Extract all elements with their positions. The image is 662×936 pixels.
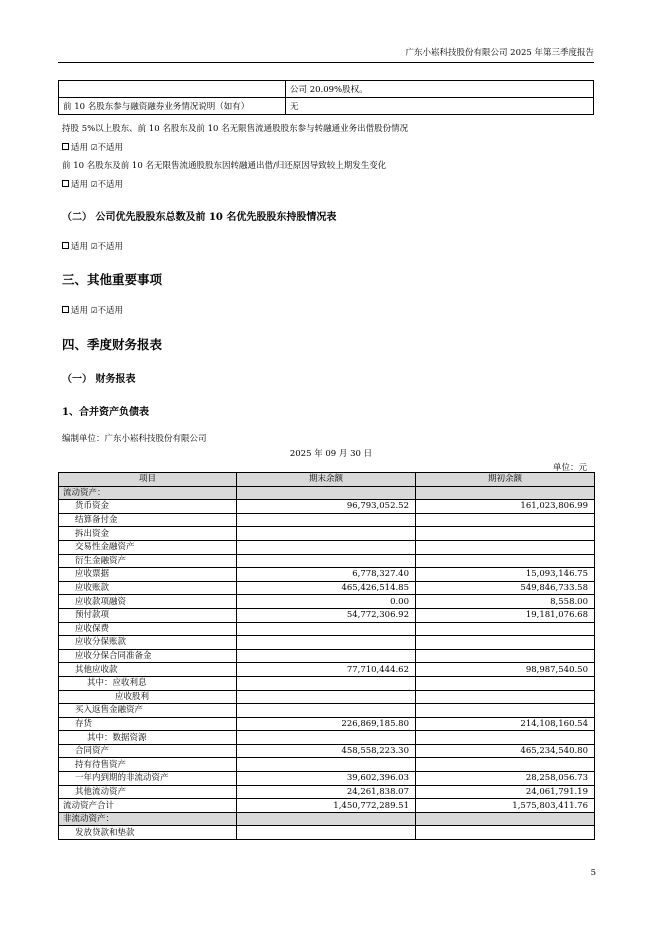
choice-not-applicable-label: 不适用 — [97, 180, 123, 190]
table-row — [59, 568, 595, 582]
row-item: 非流动资产： — [59, 812, 237, 826]
row-begin-balance — [416, 676, 595, 690]
row-begin-balance: 1,575,803,411.76 — [416, 799, 595, 813]
row-item: 买入返售金融资产 — [59, 704, 237, 718]
table-row — [59, 772, 595, 786]
choice-line-2 — [62, 178, 123, 190]
row-end-balance — [237, 527, 416, 541]
row-end-balance: 77,710,444.62 — [237, 663, 416, 677]
row-begin-balance — [416, 540, 595, 554]
row-item: 应收款项融资 — [59, 595, 237, 609]
checkbox-checked-icon: ☑ — [90, 242, 98, 251]
row-end-balance: 226,869,185.80 — [237, 717, 416, 731]
row-end-balance — [237, 513, 416, 527]
table-row — [59, 636, 595, 650]
balance-sheet-table — [58, 472, 595, 840]
choice-applicable-label: 适用 — [71, 180, 89, 190]
row-item: 应收分保账款 — [59, 636, 237, 650]
table-row — [59, 500, 595, 514]
top-table-label — [59, 81, 286, 98]
row-begin-balance — [416, 826, 595, 840]
column-header-begin-balance: 期初余额 — [416, 473, 595, 487]
checkbox-empty-icon — [62, 306, 69, 313]
column-header-end-balance: 期末余额 — [237, 473, 416, 487]
table-row — [59, 554, 595, 568]
row-item: 结算备付金 — [59, 513, 237, 527]
row-begin-balance — [416, 486, 595, 500]
row-item: 应收分保合同准备金 — [59, 649, 237, 663]
row-begin-balance — [416, 622, 595, 636]
row-begin-balance: 465,234,540.80 — [416, 744, 595, 758]
row-begin-balance — [416, 527, 595, 541]
paragraph-refinancing-change: 前 10 名股东及前 10 名无限售流通股股东因转融通出借/归还原因导致较上期发生变化 — [62, 161, 387, 171]
table-row — [59, 81, 594, 98]
table-row — [59, 622, 595, 636]
row-item: 持有待售资产 — [59, 758, 237, 772]
row-item: 发放贷款和垫款 — [59, 826, 237, 840]
choice-not-applicable-label: 不适用 — [97, 242, 123, 252]
row-item: 其中：数据资源 — [59, 731, 237, 745]
table-row — [59, 513, 595, 527]
row-begin-balance: 19,181,076.68 — [416, 608, 595, 622]
row-end-balance — [237, 704, 416, 718]
table-row — [59, 704, 595, 718]
heading-financial-statements: （一） 财务报表 — [62, 374, 136, 385]
row-end-balance: 458,558,223.30 — [237, 744, 416, 758]
currency-unit: 单位：元 — [552, 463, 587, 473]
balance-sheet-body — [59, 473, 595, 840]
row-item: 其他流动资产 — [59, 785, 237, 799]
row-end-balance: 96,793,052.52 — [237, 500, 416, 514]
row-begin-balance: 214,108,160.54 — [416, 717, 595, 731]
table-row — [59, 812, 595, 826]
header-rule — [58, 62, 594, 63]
row-begin-balance — [416, 758, 595, 772]
checkbox-empty-icon — [62, 242, 69, 249]
table-row — [59, 758, 595, 772]
row-item: 应收票据 — [59, 568, 237, 582]
row-item: 应收保费 — [59, 622, 237, 636]
row-item: 一年内到期的非流动资产 — [59, 772, 237, 786]
row-begin-balance: 8,558.00 — [416, 595, 595, 609]
row-begin-balance — [416, 649, 595, 663]
table-row — [59, 581, 595, 595]
table-row — [59, 731, 595, 745]
heading-preferred-shareholders: （二） 公司优先股股东总数及前 10 名优先股股东持股情况表 — [62, 212, 337, 223]
row-end-balance — [237, 690, 416, 704]
row-end-balance: 465,426,514.85 — [237, 581, 416, 595]
table-row — [59, 595, 595, 609]
choice-line-1 — [62, 141, 123, 153]
choice-applicable-label: 适用 — [71, 306, 89, 316]
row-end-balance — [237, 676, 416, 690]
row-begin-balance — [416, 513, 595, 527]
row-begin-balance — [416, 704, 595, 718]
row-begin-balance — [416, 636, 595, 650]
table-row — [59, 486, 595, 500]
table-row — [59, 744, 595, 758]
row-begin-balance: 24,061,791.19 — [416, 785, 595, 799]
choice-applicable-label: 适用 — [71, 242, 89, 252]
row-end-balance — [237, 649, 416, 663]
row-end-balance: 1,450,772,289.51 — [237, 799, 416, 813]
table-row — [59, 98, 594, 115]
table-header-row — [59, 473, 595, 487]
heading-quarterly-statements: 四、季度财务报表 — [62, 337, 163, 352]
row-item: 拆出资金 — [59, 527, 237, 541]
row-begin-balance: 15,093,146.75 — [416, 568, 595, 582]
table-row — [59, 608, 595, 622]
table-row — [59, 540, 595, 554]
row-begin-balance: 549,846,733.58 — [416, 581, 595, 595]
choice-applicable-label: 适用 — [71, 143, 89, 153]
row-item: 货币资金 — [59, 500, 237, 514]
table-row — [59, 527, 595, 541]
row-end-balance — [237, 731, 416, 745]
checkbox-empty-icon — [62, 180, 69, 187]
row-end-balance — [237, 486, 416, 500]
choice-line-4 — [62, 304, 123, 316]
row-item: 流动资产： — [59, 486, 237, 500]
row-item: 预付款项 — [59, 608, 237, 622]
row-end-balance: 6,778,327.40 — [237, 568, 416, 582]
paragraph-refinancing-lending: 持股 5%以上股东、前 10 名股东及前 10 名无限售流通股股东参与转融通业务出借股份情况 — [62, 124, 409, 134]
row-end-balance — [237, 540, 416, 554]
row-end-balance — [237, 812, 416, 826]
table-row — [59, 690, 595, 704]
row-end-balance — [237, 622, 416, 636]
row-begin-balance — [416, 554, 595, 568]
page-header-title: 广东小崧科技股份有限公司 2025 年第三季度报告 — [405, 48, 594, 58]
row-item: 合同资产 — [59, 744, 237, 758]
statement-date: 2025 年 09 月 30 日 — [289, 449, 373, 459]
checkbox-checked-icon: ☑ — [90, 180, 98, 189]
heading-other-matters: 三、其他重要事项 — [62, 272, 163, 287]
row-item: 其中：应收利息 — [59, 676, 237, 690]
shareholder-notes-table — [58, 80, 594, 115]
table-row — [59, 717, 595, 731]
choice-line-3 — [62, 240, 123, 252]
choice-not-applicable-label: 不适用 — [97, 143, 123, 153]
row-end-balance: 24,261,838.07 — [237, 785, 416, 799]
row-end-balance — [237, 758, 416, 772]
row-item: 存货 — [59, 717, 237, 731]
table-row — [59, 799, 595, 813]
row-end-balance: 54,772,306.92 — [237, 608, 416, 622]
column-header-item: 项目 — [59, 473, 237, 487]
row-end-balance: 0.00 — [237, 595, 416, 609]
row-item: 应收账款 — [59, 581, 237, 595]
row-begin-balance — [416, 690, 595, 704]
table-row — [59, 826, 595, 840]
table-row — [59, 676, 595, 690]
checkbox-checked-icon: ☑ — [90, 306, 98, 315]
top-table-value: 公司 20.09%股权。 — [286, 81, 594, 98]
row-end-balance: 39,602,396.03 — [237, 772, 416, 786]
top-table-label: 前 10 名股东参与融资融券业务情况说明（如有） — [59, 98, 286, 115]
table-row — [59, 663, 595, 677]
row-begin-balance — [416, 812, 595, 826]
table-row — [59, 649, 595, 663]
row-end-balance — [237, 826, 416, 840]
row-begin-balance — [416, 731, 595, 745]
row-begin-balance: 28,258,056.73 — [416, 772, 595, 786]
heading-balance-sheet: 1、合并资产负债表 — [62, 407, 149, 418]
choice-not-applicable-label: 不适用 — [97, 306, 123, 316]
row-begin-balance: 161,023,806.99 — [416, 500, 595, 514]
checkbox-checked-icon: ☑ — [90, 143, 98, 152]
row-item: 衍生金融资产 — [59, 554, 237, 568]
row-item: 流动资产合计 — [59, 799, 237, 813]
page-number: 5 — [590, 868, 596, 878]
compiling-unit: 编制单位：广东小崧科技股份有限公司 — [62, 434, 207, 444]
row-end-balance — [237, 636, 416, 650]
top-table-value: 无 — [286, 98, 594, 115]
row-item: 应收股利 — [59, 690, 237, 704]
table-row — [59, 785, 595, 799]
row-end-balance — [237, 554, 416, 568]
row-item: 其他应收款 — [59, 663, 237, 677]
row-begin-balance: 98,987,540.50 — [416, 663, 595, 677]
checkbox-empty-icon — [62, 143, 69, 150]
row-item: 交易性金融资产 — [59, 540, 237, 554]
